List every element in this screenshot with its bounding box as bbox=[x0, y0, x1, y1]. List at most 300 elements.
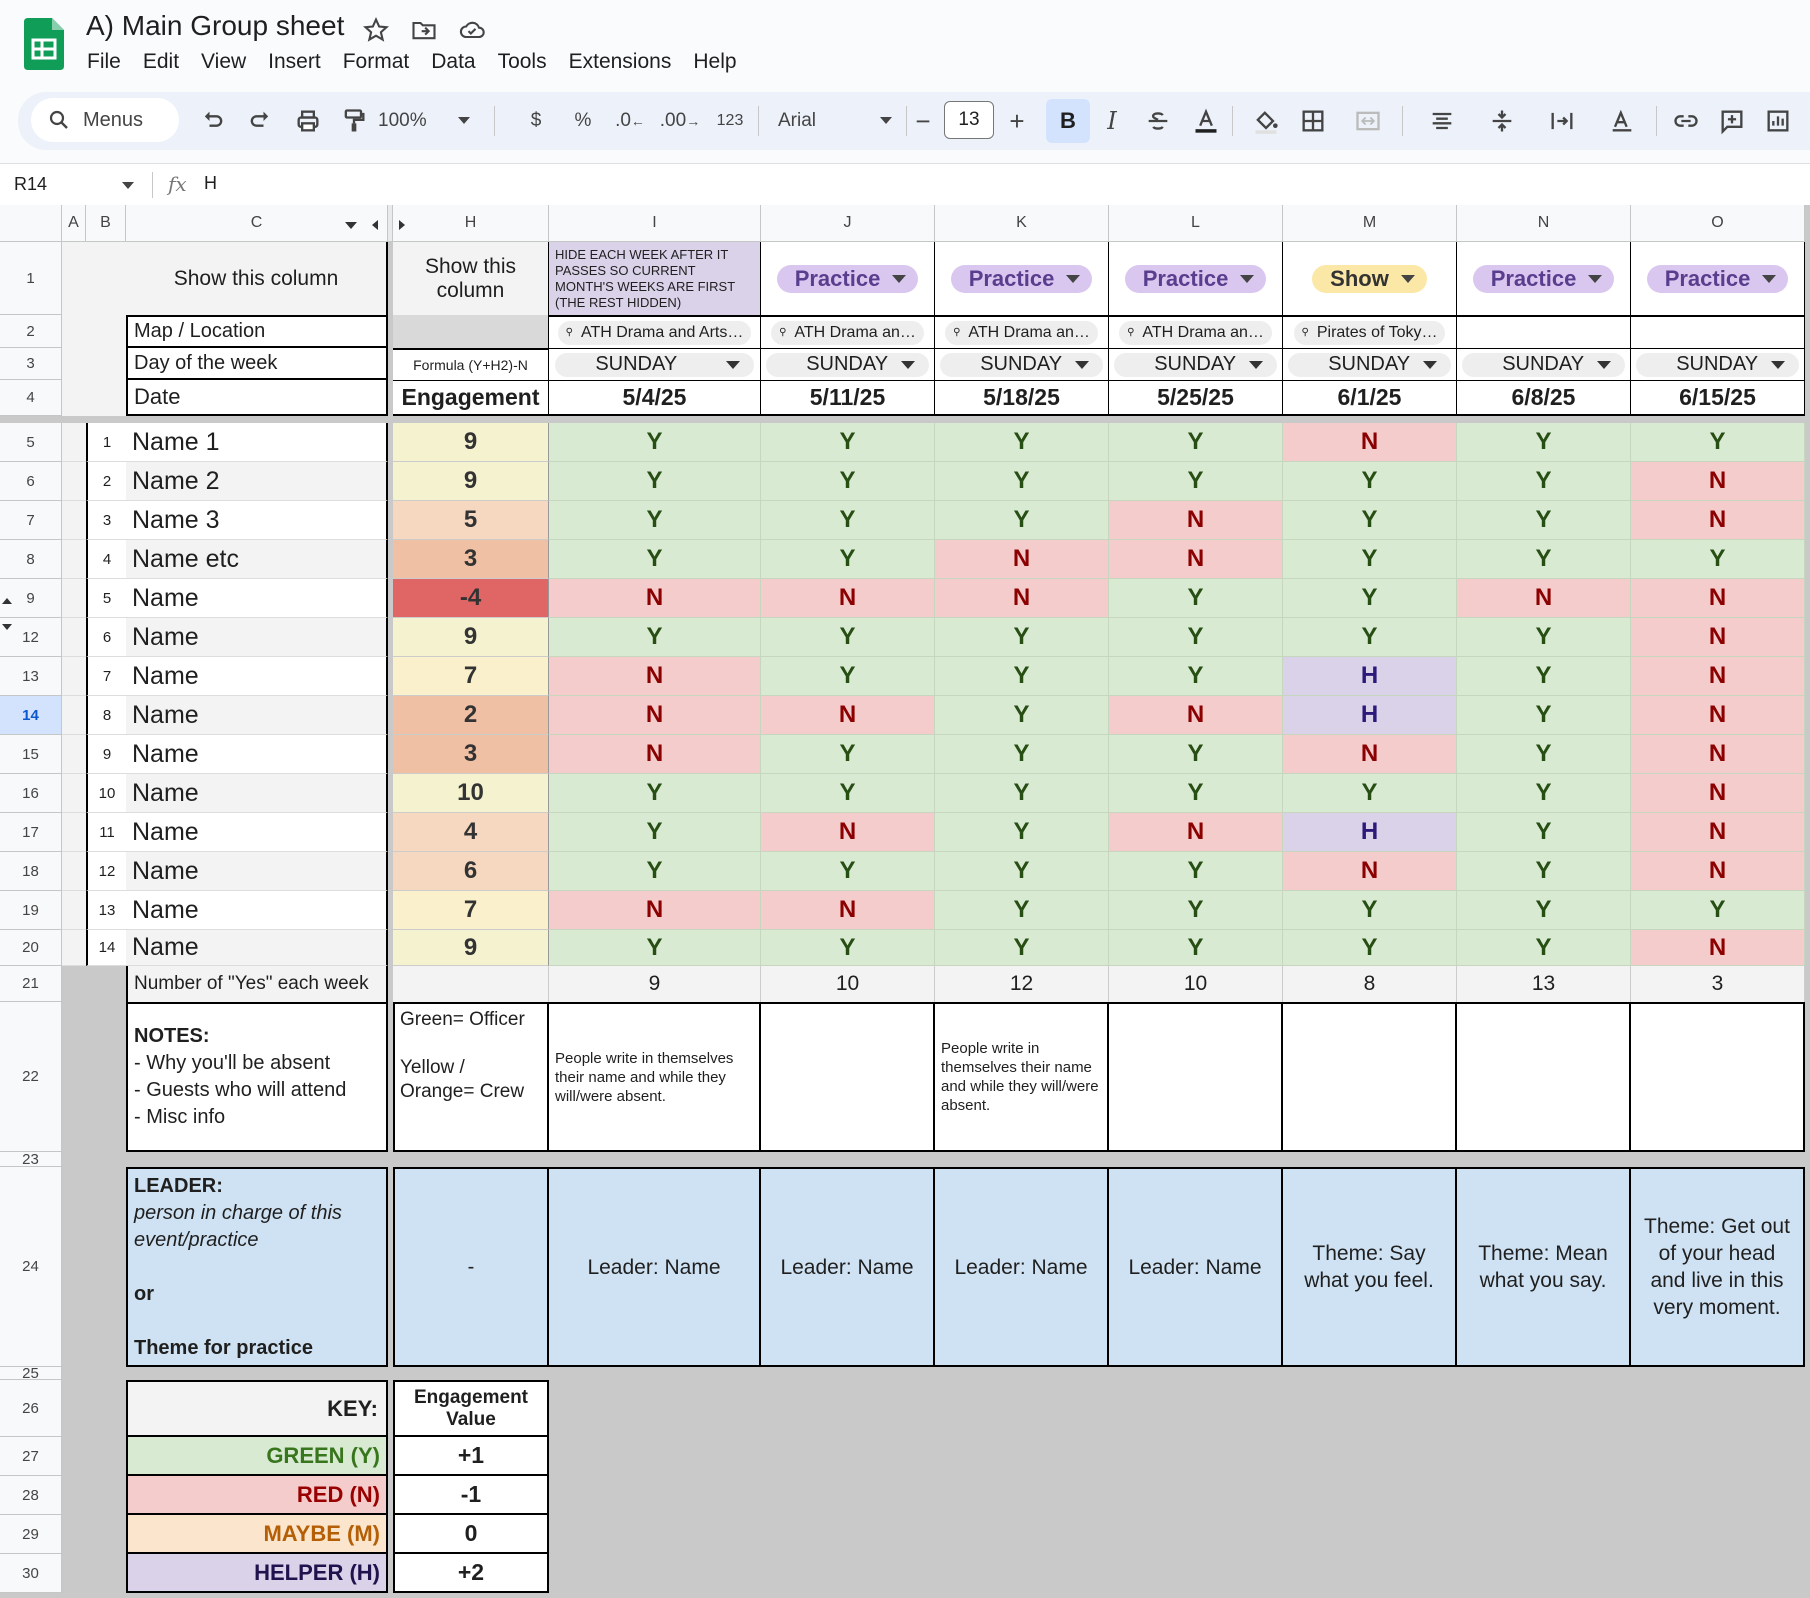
font-size-increase-button[interactable] bbox=[1002, 102, 1032, 140]
insert-comment-button[interactable] bbox=[1712, 102, 1752, 140]
attendance-cell[interactable]: Y bbox=[1457, 813, 1631, 852]
engagement-header: Engagement bbox=[393, 380, 549, 416]
formula-divider bbox=[152, 172, 153, 198]
day-dropdown[interactable] bbox=[1288, 353, 1451, 377]
location-label: ATH Drama and Arts… bbox=[580, 323, 744, 341]
day-dropdown[interactable] bbox=[1636, 353, 1799, 377]
attendance-cell[interactable]: N bbox=[1283, 852, 1457, 891]
attendance-cell[interactable]: Y bbox=[1109, 891, 1283, 930]
attendance-cell[interactable]: Y bbox=[1457, 735, 1631, 774]
fill-color-button[interactable] bbox=[1246, 102, 1286, 140]
week-note-cell[interactable] bbox=[1457, 1002, 1631, 1152]
row-header-15[interactable]: 15 bbox=[0, 735, 62, 774]
attendance-cell[interactable]: N bbox=[1631, 930, 1805, 966]
column-header-c[interactable]: C bbox=[126, 205, 388, 242]
attendance-cell[interactable]: Y bbox=[761, 423, 935, 462]
attendance-cell[interactable]: N bbox=[1631, 735, 1805, 774]
attendance-cell[interactable]: Y bbox=[1109, 423, 1283, 462]
week-note-cell[interactable]: People write in themselves their name and while they will/were absent. bbox=[549, 1002, 761, 1152]
row-header-20[interactable]: 20 bbox=[0, 930, 62, 966]
attendance-cell[interactable]: Y bbox=[1283, 579, 1457, 618]
document-title[interactable]: A) Main Group sheet bbox=[86, 10, 345, 41]
text-color-button[interactable] bbox=[1186, 102, 1226, 140]
person-name[interactable]: Name bbox=[126, 930, 388, 966]
strikethrough-button[interactable] bbox=[1138, 102, 1178, 140]
arrow-right-icon: → bbox=[686, 113, 701, 129]
attendance-cell[interactable]: N bbox=[1631, 657, 1805, 696]
insert-chart-button[interactable] bbox=[1758, 102, 1798, 140]
row-header-23[interactable]: 23 bbox=[0, 1152, 62, 1167]
attendance-cell[interactable]: N bbox=[1631, 774, 1805, 813]
attendance-cell[interactable]: Y bbox=[549, 501, 761, 540]
notes-cell bbox=[126, 1002, 388, 1152]
attendance-cell[interactable]: Y bbox=[1283, 891, 1457, 930]
print-button[interactable] bbox=[288, 102, 328, 140]
day-dropdown[interactable] bbox=[940, 353, 1103, 377]
person-number: 8 bbox=[86, 696, 126, 735]
week-note-cell[interactable] bbox=[761, 1002, 935, 1152]
location-chip[interactable] bbox=[1294, 321, 1446, 345]
key-value: 0 bbox=[393, 1515, 549, 1554]
day-label: SUNDAY bbox=[1502, 353, 1585, 375]
row-header-25[interactable]: 25 bbox=[0, 1367, 62, 1380]
attendance-cell[interactable]: Y bbox=[935, 657, 1109, 696]
hide-columns-left-icon[interactable] bbox=[372, 220, 378, 230]
percent-format-button[interactable]: % bbox=[574, 110, 592, 131]
location-cell-l bbox=[1109, 315, 1283, 348]
row-header-13[interactable]: 13 bbox=[0, 657, 62, 696]
row-header-14[interactable]: 14 bbox=[0, 696, 62, 735]
person-name[interactable]: Name bbox=[126, 852, 388, 891]
attendance-cell[interactable]: Y bbox=[761, 540, 935, 579]
attendance-cell[interactable]: H bbox=[1283, 813, 1457, 852]
attendance-cell[interactable]: Y bbox=[761, 618, 935, 657]
week-note-cell[interactable] bbox=[1109, 1002, 1283, 1152]
attendance-cell[interactable]: Y bbox=[1283, 540, 1457, 579]
attendance-cell[interactable]: N bbox=[549, 579, 761, 618]
location-chip[interactable] bbox=[945, 321, 1098, 345]
row-header-5[interactable]: 5 bbox=[0, 423, 62, 462]
strikethrough-icon bbox=[1144, 107, 1172, 135]
attendance-cell[interactable]: Y bbox=[549, 852, 761, 891]
attendance-cell[interactable]: Y bbox=[1457, 696, 1631, 735]
person-name[interactable]: Name bbox=[126, 891, 388, 930]
day-dropdown[interactable] bbox=[1114, 353, 1277, 377]
day-dropdown[interactable] bbox=[555, 353, 753, 377]
event-type-dropdown[interactable] bbox=[1647, 265, 1789, 293]
day-label: SUNDAY bbox=[1328, 353, 1411, 375]
attendance-cell[interactable]: Y bbox=[761, 774, 935, 813]
row-header-3[interactable]: 3 bbox=[0, 348, 62, 380]
row-header-30[interactable]: 30 bbox=[0, 1554, 62, 1593]
top-bar bbox=[0, 0, 1810, 92]
attendance-cell[interactable]: Y bbox=[549, 774, 761, 813]
leader-h-cell: - bbox=[393, 1167, 549, 1367]
text-wrap-button[interactable] bbox=[1534, 102, 1590, 140]
date-cell-j: 5/11/25 bbox=[761, 380, 935, 416]
person-name[interactable]: Name bbox=[126, 735, 388, 774]
event-type-label: Practice bbox=[794, 265, 881, 291]
location-chip[interactable] bbox=[558, 321, 752, 345]
location-label: ATH Drama an… bbox=[968, 323, 1090, 341]
yes-count-value: 8 bbox=[1283, 966, 1457, 1002]
menu-file[interactable]: File bbox=[87, 50, 121, 73]
week-note-cell[interactable]: People write in themselves their name and while they will/were absent. bbox=[935, 1002, 1109, 1152]
italic-button[interactable]: I bbox=[1107, 107, 1117, 135]
cloud-saved-icon[interactable] bbox=[457, 16, 485, 44]
attendance-cell[interactable]: N bbox=[1631, 852, 1805, 891]
attendance-cell[interactable]: Y bbox=[1457, 540, 1631, 579]
cell-a bbox=[62, 852, 86, 891]
undo-icon bbox=[199, 107, 227, 135]
select-all-corner[interactable] bbox=[0, 205, 62, 242]
cell-a-key bbox=[62, 1476, 126, 1515]
week-note-cell[interactable] bbox=[1631, 1002, 1805, 1152]
menu-data[interactable]: Data bbox=[431, 50, 476, 73]
attendance-cell[interactable]: N bbox=[935, 579, 1109, 618]
person-name[interactable]: Name 3 bbox=[126, 501, 388, 540]
attendance-cell[interactable]: N bbox=[1631, 462, 1805, 501]
column-header-b[interactable]: B bbox=[86, 205, 126, 242]
attendance-cell[interactable]: Y bbox=[761, 462, 935, 501]
chevron-down-icon bbox=[1762, 275, 1776, 283]
map-location-label: Map / Location bbox=[126, 315, 388, 348]
location-label: ATH Drama an… bbox=[1142, 323, 1264, 341]
attendance-cell[interactable]: Y bbox=[935, 696, 1109, 735]
attendance-cell[interactable]: Y bbox=[761, 657, 935, 696]
attendance-cell[interactable]: Y bbox=[1457, 423, 1631, 462]
attendance-cell[interactable]: N bbox=[761, 813, 935, 852]
attendance-cell[interactable]: N bbox=[1631, 579, 1805, 618]
row-header-8[interactable]: 8 bbox=[0, 540, 62, 579]
event-type-dropdown[interactable] bbox=[1473, 265, 1615, 293]
person-name[interactable]: Name bbox=[126, 696, 388, 735]
menu-insert[interactable]: Insert bbox=[268, 50, 321, 73]
font-size-input[interactable]: 13 bbox=[944, 101, 994, 139]
attendance-cell[interactable]: Y bbox=[1457, 891, 1631, 930]
undo-button[interactable] bbox=[193, 102, 233, 140]
expand-rows-icon[interactable] bbox=[2, 598, 12, 604]
attendance-cell[interactable]: N bbox=[1631, 696, 1805, 735]
attendance-cell[interactable]: Y bbox=[935, 891, 1109, 930]
attendance-cell[interactable]: N bbox=[1109, 540, 1283, 579]
comment-icon bbox=[1718, 107, 1746, 135]
column-header-a[interactable]: A bbox=[62, 205, 86, 242]
bold-button[interactable]: B bbox=[1046, 99, 1090, 143]
row-header-29[interactable]: 29 bbox=[0, 1515, 62, 1554]
row-header-28[interactable]: 28 bbox=[0, 1476, 62, 1515]
leader-theme-cell[interactable]: Leader: Name bbox=[761, 1167, 935, 1367]
attendance-cell[interactable]: Y bbox=[549, 462, 761, 501]
attendance-cell[interactable]: Y bbox=[935, 423, 1109, 462]
spacer-row-25 bbox=[62, 1367, 1810, 1380]
row-header-2[interactable]: 2 bbox=[0, 315, 62, 348]
attendance-cell[interactable]: N bbox=[549, 657, 761, 696]
row-header-4[interactable]: 4 bbox=[0, 380, 62, 416]
attendance-cell[interactable]: Y bbox=[1631, 891, 1805, 930]
date-cell-k: 5/18/25 bbox=[935, 380, 1109, 416]
insert-link-button[interactable] bbox=[1666, 102, 1706, 140]
column-header-l[interactable]: L bbox=[1109, 205, 1283, 242]
minus-icon: − bbox=[915, 105, 931, 136]
cell-a bbox=[62, 774, 86, 813]
person-name[interactable]: Name bbox=[126, 813, 388, 852]
location-cell-i bbox=[549, 315, 761, 348]
vertical-align-button[interactable] bbox=[1474, 102, 1530, 140]
week-note-cell[interactable] bbox=[1283, 1002, 1457, 1152]
location-cell-m bbox=[1283, 315, 1457, 348]
leader-theme-cell[interactable]: Theme: Say what you feel. bbox=[1283, 1167, 1457, 1367]
row-header-17[interactable]: 17 bbox=[0, 813, 62, 852]
cell-h2 bbox=[393, 315, 549, 348]
event-type-label: Show bbox=[1330, 265, 1389, 291]
day-label: SUNDAY bbox=[595, 353, 678, 375]
name-box[interactable]: R14 bbox=[14, 174, 48, 194]
attendance-cell[interactable]: Y bbox=[1109, 618, 1283, 657]
toolbar-divider bbox=[494, 106, 495, 136]
merge-cells-button[interactable] bbox=[1340, 102, 1396, 140]
cell-a bbox=[62, 930, 86, 966]
attendance-cell[interactable]: N bbox=[1283, 735, 1457, 774]
attendance-cell[interactable]: Y bbox=[1631, 423, 1805, 462]
paint-format-button[interactable] bbox=[334, 102, 374, 140]
attendance-cell[interactable]: Y bbox=[1109, 774, 1283, 813]
cell-a-key bbox=[62, 1437, 126, 1476]
leader-theme-cell[interactable]: Theme: Get out of your head and live in this very moment. bbox=[1631, 1167, 1805, 1367]
engagement-value: 10 bbox=[393, 774, 549, 813]
attendance-cell[interactable]: Y bbox=[1283, 618, 1457, 657]
attendance-cell[interactable]: Y bbox=[1457, 774, 1631, 813]
attendance-cell[interactable]: Y bbox=[935, 501, 1109, 540]
plus-icon: + bbox=[1009, 105, 1025, 136]
attendance-cell[interactable]: H bbox=[1283, 696, 1457, 735]
cell-a-key bbox=[62, 1554, 126, 1593]
person-name[interactable]: Name etc bbox=[126, 540, 388, 579]
day-dropdown[interactable] bbox=[766, 353, 929, 377]
row-header-19[interactable]: 19 bbox=[0, 891, 62, 930]
sheets-logo-icon[interactable] bbox=[24, 18, 64, 70]
day-label: SUNDAY bbox=[1154, 353, 1237, 375]
attendance-cell[interactable]: Y bbox=[1283, 501, 1457, 540]
attendance-cell[interactable]: N bbox=[549, 696, 761, 735]
attendance-cell[interactable]: Y bbox=[935, 930, 1109, 966]
zoom-value: 100% bbox=[378, 110, 427, 131]
zoom-select[interactable] bbox=[378, 102, 488, 140]
column-header-m[interactable]: M bbox=[1283, 205, 1457, 242]
attendance-cell[interactable]: N bbox=[1109, 813, 1283, 852]
leader-theme-cell[interactable]: Leader: Name bbox=[549, 1167, 761, 1367]
engagement-value: 5 bbox=[393, 501, 549, 540]
attendance-cell[interactable]: Y bbox=[935, 852, 1109, 891]
leader-theme-cell[interactable]: Theme: Mean what you say. bbox=[1457, 1167, 1631, 1367]
row-header-9[interactable]: 9 bbox=[0, 579, 62, 618]
attendance-cell[interactable]: Y bbox=[761, 735, 935, 774]
person-name[interactable]: Name bbox=[126, 774, 388, 813]
location-chip[interactable] bbox=[1119, 321, 1272, 345]
row-header-1[interactable]: 1 bbox=[0, 242, 62, 315]
attendance-cell[interactable]: Y bbox=[1109, 657, 1283, 696]
menu-format[interactable]: Format bbox=[342, 50, 410, 73]
attendance-cell[interactable]: Y bbox=[761, 930, 935, 966]
color-note-crew: Yellow / Orange= Crew bbox=[400, 1057, 525, 1102]
attendance-cell[interactable]: Y bbox=[1109, 735, 1283, 774]
show-column-h-label: Show this column bbox=[393, 242, 549, 315]
attendance-cell[interactable]: Y bbox=[935, 462, 1109, 501]
decrease-decimal-button[interactable] bbox=[610, 102, 650, 140]
menus-search[interactable] bbox=[31, 98, 179, 142]
key-value-header: Engagement Value bbox=[393, 1380, 549, 1437]
attendance-cell[interactable]: Y bbox=[1631, 540, 1805, 579]
menu-help[interactable]: Help bbox=[693, 50, 737, 73]
attendance-cell[interactable]: Y bbox=[1457, 657, 1631, 696]
row-header-6[interactable]: 6 bbox=[0, 462, 62, 501]
person-name[interactable]: Name bbox=[126, 657, 388, 696]
column-header-i[interactable]: I bbox=[549, 205, 761, 242]
person-name[interactable]: Name 1 bbox=[126, 423, 388, 462]
person-name[interactable]: Name 2 bbox=[126, 462, 388, 501]
column-header-j[interactable]: J bbox=[761, 205, 935, 242]
chevron-down-icon bbox=[1771, 361, 1785, 369]
hide-columns-right-icon[interactable] bbox=[399, 220, 405, 230]
leader-theme-cell[interactable]: Leader: Name bbox=[935, 1167, 1109, 1367]
attendance-cell[interactable]: N bbox=[1631, 813, 1805, 852]
row-header-18[interactable]: 18 bbox=[0, 852, 62, 891]
move-folder-icon[interactable] bbox=[410, 16, 438, 44]
attendance-cell[interactable]: Y bbox=[935, 813, 1109, 852]
attendance-cell[interactable]: Y bbox=[549, 423, 761, 462]
column-header-n[interactable]: N bbox=[1457, 205, 1631, 242]
attendance-cell[interactable]: Y bbox=[935, 735, 1109, 774]
location-cell-n bbox=[1457, 315, 1631, 348]
attendance-cell[interactable]: N bbox=[1457, 579, 1631, 618]
frozen-divider bbox=[62, 416, 1810, 423]
font-select[interactable] bbox=[778, 102, 908, 140]
person-name[interactable]: Name bbox=[126, 618, 388, 657]
attendance-cell[interactable]: N bbox=[1109, 696, 1283, 735]
day-dropdown[interactable] bbox=[1462, 353, 1625, 377]
event-type-label: Practice bbox=[1664, 265, 1751, 291]
column-header-o[interactable]: O bbox=[1631, 205, 1805, 242]
hidden-columns-gap[interactable] bbox=[388, 205, 393, 242]
attendance-cell[interactable]: Y bbox=[761, 501, 935, 540]
attendance-cell[interactable]: Y bbox=[549, 813, 761, 852]
attendance-cell[interactable]: Y bbox=[1109, 852, 1283, 891]
person-number: 5 bbox=[86, 579, 126, 618]
attendance-cell[interactable]: N bbox=[1283, 423, 1457, 462]
attendance-cell[interactable]: Y bbox=[1457, 852, 1631, 891]
attendance-cell[interactable]: Y bbox=[1457, 462, 1631, 501]
row-header-12[interactable]: 12 bbox=[0, 618, 62, 657]
menu-extensions[interactable]: Extensions bbox=[568, 50, 672, 73]
attendance-cell[interactable]: N bbox=[761, 579, 935, 618]
row-header-22[interactable]: 22 bbox=[0, 1002, 62, 1152]
attendance-cell[interactable]: Y bbox=[1457, 501, 1631, 540]
formula-input[interactable]: H bbox=[204, 173, 217, 193]
text-wrap-icon bbox=[1548, 107, 1576, 135]
attendance-cell[interactable]: N bbox=[761, 891, 935, 930]
attendance-cell[interactable]: N bbox=[761, 696, 935, 735]
event-type-dropdown[interactable] bbox=[951, 265, 1093, 293]
row-header-27[interactable]: 27 bbox=[0, 1437, 62, 1476]
chevron-down-icon bbox=[901, 361, 915, 369]
attendance-cell[interactable]: Y bbox=[1109, 930, 1283, 966]
menu-view[interactable]: View bbox=[201, 50, 247, 73]
chevron-down-icon bbox=[1401, 275, 1415, 283]
column-c-dropdown-icon[interactable] bbox=[345, 222, 357, 229]
attendance-cell[interactable]: N bbox=[1109, 501, 1283, 540]
menu-tools[interactable]: Tools bbox=[497, 50, 547, 73]
attendance-cell[interactable]: Y bbox=[1283, 930, 1457, 966]
row-header-16[interactable]: 16 bbox=[0, 774, 62, 813]
borders-button[interactable] bbox=[1293, 102, 1333, 140]
leader-theme-cell[interactable]: Leader: Name bbox=[1109, 1167, 1283, 1367]
attendance-cell[interactable]: Y bbox=[549, 930, 761, 966]
horizontal-align-button[interactable] bbox=[1414, 102, 1470, 140]
redo-button[interactable] bbox=[240, 102, 280, 140]
column-header-k[interactable]: K bbox=[935, 205, 1109, 242]
spacer-row-23 bbox=[62, 1152, 1810, 1167]
text-rotation-button[interactable] bbox=[1594, 102, 1650, 140]
leader-description: person in charge of this event/practice bbox=[134, 1201, 342, 1251]
chevron-down-icon[interactable] bbox=[122, 182, 134, 189]
person-name[interactable]: Name bbox=[126, 579, 388, 618]
attendance-cell[interactable]: Y bbox=[1457, 930, 1631, 966]
event-type-dropdown[interactable] bbox=[777, 265, 919, 293]
menu-edit[interactable]: Edit bbox=[142, 50, 180, 73]
star-icon[interactable] bbox=[362, 16, 390, 44]
attendance-cell[interactable]: H bbox=[1283, 657, 1457, 696]
attendance-cell[interactable]: Y bbox=[1109, 579, 1283, 618]
attendance-cell[interactable]: Y bbox=[1283, 462, 1457, 501]
currency-format-button[interactable]: $ bbox=[530, 110, 542, 131]
column-header-h[interactable]: H bbox=[393, 205, 549, 242]
print-icon bbox=[294, 107, 322, 135]
increase-decimal-button[interactable] bbox=[658, 102, 702, 140]
row-header-24[interactable]: 24 bbox=[0, 1167, 62, 1367]
attendance-cell[interactable]: N bbox=[1631, 501, 1805, 540]
map-pin-icon: ⚲ bbox=[953, 327, 961, 338]
cell-a2 bbox=[62, 315, 86, 348]
attendance-cell[interactable]: Y bbox=[1457, 618, 1631, 657]
row-header-7[interactable]: 7 bbox=[0, 501, 62, 540]
event-type-cell-j bbox=[761, 242, 935, 315]
attendance-cell[interactable]: Y bbox=[1109, 462, 1283, 501]
attendance-cell[interactable]: N bbox=[549, 891, 761, 930]
event-type-dropdown[interactable] bbox=[1125, 265, 1267, 293]
number-format-button[interactable]: 123 bbox=[716, 112, 744, 129]
attendance-cell[interactable]: N bbox=[1631, 618, 1805, 657]
event-type-cell-k bbox=[935, 242, 1109, 315]
row-header-26[interactable]: 26 bbox=[0, 1380, 62, 1437]
attendance-cell[interactable]: N bbox=[549, 735, 761, 774]
attendance-cell[interactable]: Y bbox=[549, 540, 761, 579]
event-type-cell-l bbox=[1109, 242, 1283, 315]
attendance-cell[interactable]: Y bbox=[549, 618, 761, 657]
engagement-value: 3 bbox=[393, 540, 549, 579]
attendance-cell[interactable]: Y bbox=[1283, 774, 1457, 813]
attendance-cell[interactable]: Y bbox=[935, 774, 1109, 813]
location-chip[interactable] bbox=[771, 321, 924, 345]
date-cell-l: 5/25/25 bbox=[1109, 380, 1283, 416]
attendance-cell[interactable]: Y bbox=[935, 618, 1109, 657]
attendance-cell[interactable]: N bbox=[935, 540, 1109, 579]
collapse-rows-icon[interactable] bbox=[2, 624, 12, 630]
font-size-decrease-button[interactable] bbox=[908, 102, 938, 140]
event-type-dropdown[interactable] bbox=[1312, 265, 1427, 293]
row-header-21[interactable]: 21 bbox=[0, 966, 62, 1002]
key-value: +2 bbox=[393, 1554, 549, 1593]
attendance-cell[interactable]: Y bbox=[761, 852, 935, 891]
